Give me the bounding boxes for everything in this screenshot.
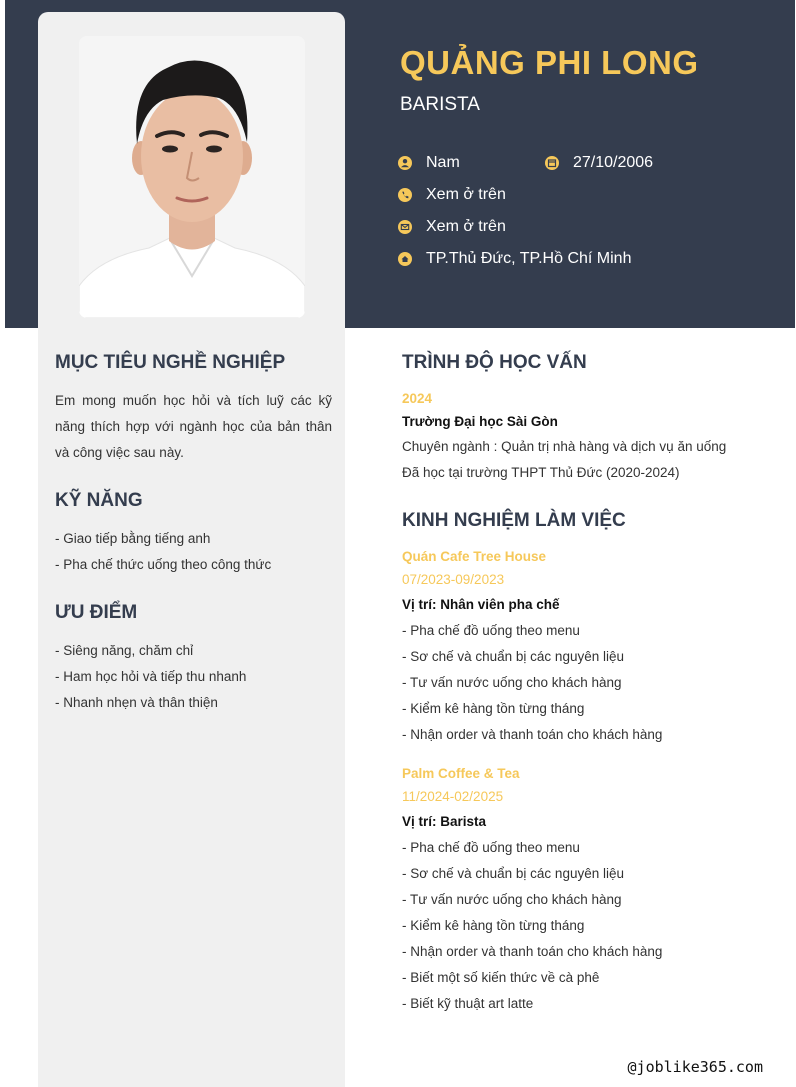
education-title: TRÌNH ĐỘ HỌC VẤN bbox=[402, 352, 587, 373]
skill-item: - Giao tiếp bằng tiếng anh bbox=[55, 531, 211, 546]
strength-item: - Ham học hỏi và tiếp thu nhanh bbox=[55, 669, 247, 684]
strength-item: - Nhanh nhẹn và thân thiện bbox=[55, 695, 218, 710]
job-period: 07/2023-09/2023 bbox=[402, 572, 505, 587]
job-duty: - Pha chế đồ uống theo menu bbox=[402, 840, 580, 855]
job-position: Vị trí: Nhân viên pha chế bbox=[402, 597, 560, 612]
home-icon bbox=[398, 252, 412, 266]
job-duty: - Pha chế đồ uống theo menu bbox=[402, 623, 580, 638]
phone-icon bbox=[398, 188, 412, 202]
info-phone bbox=[398, 186, 506, 204]
strength-item: - Siêng năng, chăm chỉ bbox=[55, 643, 194, 658]
education-note: Đã học tại trường THPT Thủ Đức (2020-2024) bbox=[402, 465, 680, 480]
strengths-title: ƯU ĐIỂM bbox=[55, 602, 138, 623]
experience-title: KINH NGHIỆM LÀM VIỆC bbox=[402, 510, 626, 531]
job-duty: - Tư vấn nước uống cho khách hàng bbox=[402, 892, 622, 907]
profile-photo bbox=[79, 36, 305, 318]
info-gender bbox=[398, 154, 460, 172]
job-position: Vị trí: Barista bbox=[402, 814, 487, 829]
email-value: Xem ở trên bbox=[426, 218, 506, 235]
phone-value: Xem ở trên bbox=[426, 186, 506, 203]
address-value: TP.Thủ Đức, TP.Hồ Chí Minh bbox=[426, 250, 632, 267]
birthdate-value: 27/10/2006 bbox=[573, 154, 654, 171]
education-major: Chuyên ngành : Quản trị nhà hàng và dịch vụ ăn uống bbox=[402, 439, 727, 454]
job-duty: - Kiểm kê hàng tồn từng tháng bbox=[402, 918, 585, 933]
job-duty: - Biết kỹ thuật art latte bbox=[402, 996, 534, 1011]
job-company: Palm Coffee & Tea bbox=[402, 766, 520, 781]
education-school: Trường Đại học Sài Gòn bbox=[402, 414, 558, 429]
calendar-icon bbox=[545, 156, 559, 170]
job-duty: - Nhận order và thanh toán cho khách hàng bbox=[402, 944, 663, 959]
skills-title: KỸ NĂNG bbox=[55, 490, 143, 511]
email-icon bbox=[398, 220, 412, 234]
candidate-name: QUẢNG PHI LONG bbox=[400, 44, 699, 81]
info-email bbox=[398, 218, 506, 236]
education-year: 2024 bbox=[402, 391, 433, 406]
objective-title: MỤC TIÊU NGHỀ NGHIỆP bbox=[55, 352, 286, 373]
info-address bbox=[398, 250, 631, 268]
job-duty: - Tư vấn nước uống cho khách hàng bbox=[402, 675, 622, 690]
user-icon bbox=[398, 156, 412, 170]
footer-watermark: @joblike365.com bbox=[627, 1058, 763, 1076]
info-birthdate bbox=[545, 154, 653, 172]
candidate-role: BARISTA bbox=[400, 94, 480, 115]
job-duty: - Sơ chế và chuẩn bị các nguyên liệu bbox=[402, 866, 624, 881]
gender-value: Nam bbox=[426, 154, 460, 171]
job-duty: - Kiểm kê hàng tồn từng tháng bbox=[402, 701, 585, 716]
job-period: 11/2024-02/2025 bbox=[402, 789, 504, 804]
job-duty: - Nhận order và thanh toán cho khách hàng bbox=[402, 727, 663, 742]
job-duty: - Biết một số kiến thức về cà phê bbox=[402, 970, 600, 985]
job-company: Quán Cafe Tree House bbox=[402, 549, 547, 564]
skill-item: - Pha chế thức uống theo công thức bbox=[55, 557, 272, 572]
portrait-illustration bbox=[79, 36, 305, 318]
job-duty: - Sơ chế và chuẩn bị các nguyên liệu bbox=[402, 649, 624, 664]
objective-text: Em mong muốn học hỏi và tích luỹ các kỹ năng thích hợp với ngành học của bản thân và công việc sau này. bbox=[55, 393, 332, 460]
